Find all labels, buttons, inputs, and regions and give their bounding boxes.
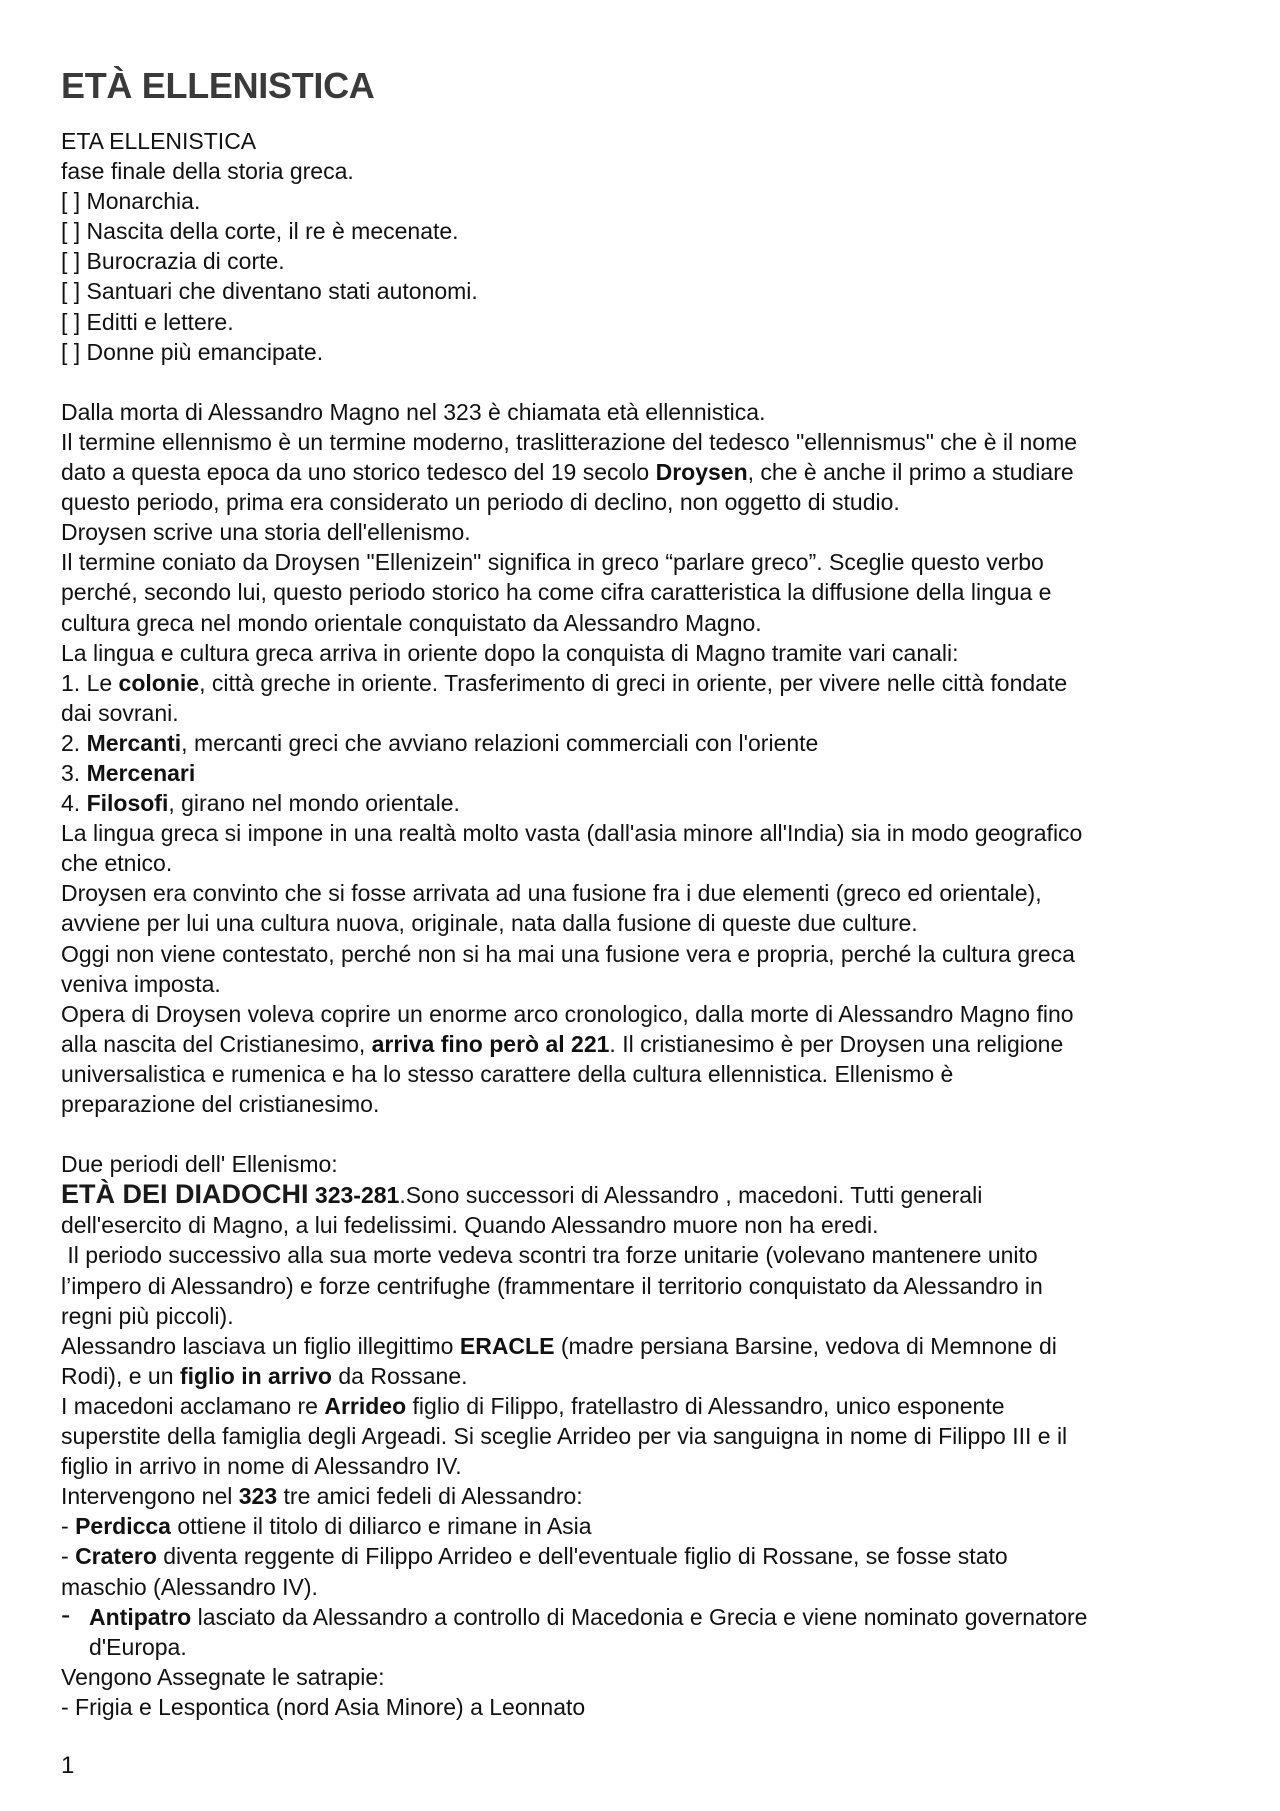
text-line: dai sovrani.: [61, 699, 179, 726]
text-line: Dalla morta di Alessandro Magno nel 323 è chiamata età ellennistica.: [61, 398, 766, 425]
list-item: - Antipatro lasciato da Alessandro a controllo di Macedonia e Grecia e viene nominato governatore d'Europa.: [61, 1602, 1231, 1662]
bold-term: Perdicca: [75, 1513, 171, 1540]
bold-term: Filosofi: [86, 790, 169, 817]
checklist-item: [ ] Burocrazia di corte.: [61, 248, 285, 275]
text-line: questo periodo, prima era considerato un periodo di declino, non oggetto di studio.: [61, 489, 900, 516]
intro-line: ETA ELLENISTICA: [61, 128, 257, 154]
text-line: La lingua e cultura greca arriva in oriente dopo la conquista di Magno tramite vari canali:: [61, 639, 959, 666]
checklist-item: [ ] Donne più emancipate.: [61, 338, 324, 365]
text-line: d'Europa.: [89, 1633, 187, 1660]
text-line: Oggi non viene contestato, perché non si ha mai una fusione vera e propria, perché la cultura greca: [61, 940, 1075, 967]
bold-term: colonie: [118, 669, 200, 696]
checklist-item: [ ] Monarchia.: [61, 188, 201, 215]
text-line: l’impero di Alessandro) e forze centrifughe (frammentare il territorio conquistato da Alessandro in: [61, 1272, 1043, 1299]
bold-term: figlio in arrivo: [179, 1362, 332, 1389]
numbered-item: 3. Mercenari: [61, 759, 196, 786]
intro-line: fase finale della storia greca.: [61, 158, 354, 185]
list-item: - Cratero diventa reggente di Filippo Arrideo e dell'eventuale figlio di Rossane, se fosse stato: [61, 1543, 1008, 1570]
text-line: La lingua greca si impone in una realtà molto vasta (dall'asia minore all'India) sia in modo geografico: [61, 820, 1083, 847]
section-heading: ETÀ DEI DIADOCHI: [61, 1179, 309, 1210]
text-line: dell'esercito di Magno, a lui fedelissimi. Quando Alessandro muore non ha eredi.: [61, 1212, 879, 1239]
checklist-item: [ ] Santuari che diventano stati autonomi.: [61, 278, 478, 305]
text-line: che etnico.: [61, 850, 173, 877]
bold-term: Mercanti: [86, 729, 182, 756]
numbered-item: 2. Mercanti, mercanti greci che avviano relazioni commerciali con l'oriente: [61, 729, 819, 756]
bold-term: arriva fino però al 221: [371, 1030, 610, 1057]
text-line: Alessandro lasciava un figlio illegittimo ERACLE (madre persiana Barsine, vedova di Memnone di: [61, 1332, 1057, 1359]
section-heading-line: ETÀ DEI DIADOCHI 323-281.Sono successori di Alessandro , macedoni. Tutti generali: [61, 1179, 983, 1210]
text-line: alla nascita del Cristianesimo, arriva fino però al 221. Il cristianesimo è per Droysen una religione: [61, 1030, 1064, 1057]
bold-term: Mercenari: [86, 759, 196, 786]
paragraph-gap: [61, 1119, 1231, 1149]
list-item: - Perdicca ottiene il titolo di diliarco e rimane in Asia: [61, 1513, 592, 1540]
text-line: maschio (Alessandro IV).: [61, 1573, 318, 1600]
bold-term: 323: [238, 1483, 278, 1510]
bold-term: ERACLE: [459, 1332, 555, 1359]
text-line: Rodi), e un figlio in arrivo da Rossane.: [61, 1362, 468, 1389]
text-line: Il termine coniato da Droysen "Ellenizein" significa in greco “parlare greco”. Sceglie questo verbo: [61, 549, 1044, 576]
text-line: cultura greca nel mondo orientale conquistato da Alessandro Magno.: [61, 609, 762, 636]
text-line: veniva imposta.: [61, 970, 221, 997]
page-title: ETÀ ELLENISTICA: [61, 65, 375, 106]
page-number: 1: [61, 1752, 75, 1779]
bold-term: Arrideo: [324, 1392, 407, 1419]
text-line: dato a questa epoca da uno storico tedesco del 19 secolo Droysen, che è anche il primo a studiare: [61, 459, 1074, 486]
text-line: Vengono Assegnate le satrapie:: [61, 1663, 385, 1690]
text-line: Il periodo successivo alla sua morte vedeva scontri tra forze unitarie (volevano mantenere unito: [61, 1242, 1038, 1269]
text-line: I macedoni acclamano re Arrideo figlio di Filippo, fratellastro di Alessandro, unico esponente: [61, 1392, 1005, 1419]
bold-term: Cratero: [75, 1543, 157, 1570]
numbered-item: 4. Filosofi, girano nel mondo orientale.: [61, 790, 460, 817]
text-line: preparazione del cristianesimo.: [61, 1091, 380, 1117]
text-line: Opera di Droysen voleva coprire un enorme arco cronologico, dalla morte di Alessandro Magno fino: [61, 1000, 1074, 1027]
document-body: [61, 126, 1231, 1722]
text-line: - Frigia e Lespontica (nord Asia Minore) a Leonnato: [61, 1693, 586, 1720]
text-line: figlio in arrivo in nome di Alessandro IV.: [61, 1453, 462, 1480]
text-line: perché, secondo lui, questo periodo storico ha come cifra caratteristica la diffusione della lingua e: [61, 579, 1052, 606]
heading-dates: 323-281: [308, 1182, 400, 1209]
document-page: [61, 62, 1231, 1722]
checklist-item: [ ] Nascita della corte, il re è mecenate.: [61, 218, 459, 245]
numbered-item: 1. Le colonie, città greche in oriente. Trasferimento di greci in oriente, per vivere nelle città fondate: [61, 669, 1068, 696]
text-line: superstite della famiglia degli Argeadi. Si sceglie Arrideo per via sanguigna in nome di Filippo III e il: [61, 1423, 1068, 1450]
paragraph-gap: [61, 367, 1231, 397]
bold-term: Droysen: [655, 459, 748, 486]
text-line: Droysen era convinto che si fosse arrivata ad una fusione fra i due elementi (greco ed orientale),: [61, 880, 1042, 907]
text-line: avviene per lui una cultura nuova, originale, nata dalla fusione di queste due culture.: [61, 910, 918, 937]
checklist-item: [ ] Editti e lettere.: [61, 308, 234, 335]
text-line: universalistica e rumenica e ha lo stesso carattere della cultura ellennistica. Ellenismo è: [61, 1060, 954, 1087]
text-line: regni più piccoli).: [61, 1302, 234, 1329]
text-line: Intervengono nel 323 tre amici fedeli di Alessandro:: [61, 1483, 583, 1510]
text-line: Droysen scrive una storia dell'ellenismo.: [61, 519, 471, 546]
text-line: Due periodi dell' Ellenismo:: [61, 1151, 338, 1178]
dash-bullet: -: [61, 1598, 71, 1630]
text-line: Il termine ellennismo è un termine moderno, traslitterazione del tedesco "ellennismus" che è il nome: [61, 428, 1078, 455]
bold-term: Antipatro: [89, 1603, 192, 1630]
